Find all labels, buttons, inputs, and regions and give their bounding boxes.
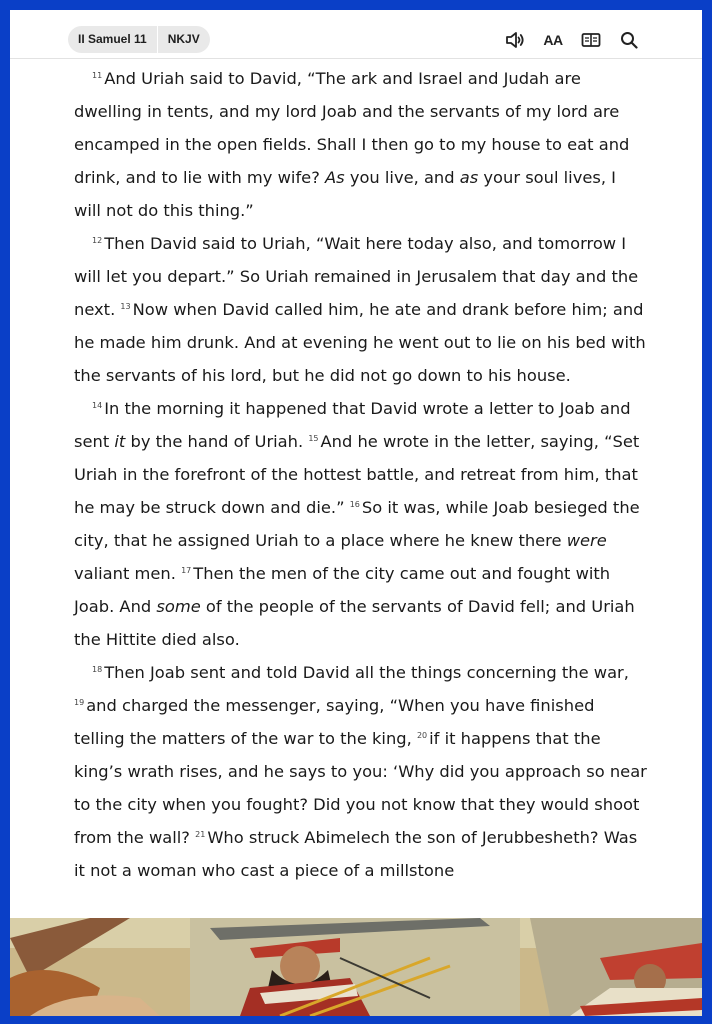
verse-text: So it was, while Joab besieged the city, that he assigned Uriah to a place where he knew there [74, 498, 640, 550]
paragraph-verse-18 [74, 656, 648, 887]
verse-text: Who struck Abimelech the son of Jerubbesheth? Was it not a woman who cast a piece of a millstone [74, 828, 638, 880]
speaker-icon[interactable] [504, 29, 526, 51]
italic-word: as [459, 168, 479, 187]
top-toolbar [10, 10, 702, 59]
passage-selector [68, 26, 210, 53]
verse-number: 17 [181, 566, 192, 575]
verse-text: Then the men of the city came out and fought with Joab. And [74, 564, 611, 616]
verse-text: In the morning it happened that David wrote a letter to Joab and sent [74, 399, 631, 451]
verse-text: And Uriah said to David, “The ark and Israel and Judah are dwelling in tents, and my lord Joab and the servants of my lord are encamped in the open fields. Shall I then go to my house to eat and drink, and to lie with my wife? [74, 69, 630, 187]
italic-word: As [325, 168, 345, 187]
scripture-text [74, 62, 648, 887]
italic-word: some [156, 597, 201, 616]
search-icon[interactable] [618, 29, 640, 51]
verse-text: And he wrote in the letter, saying, “Set Uriah in the forefront of the hottest battle, and retreat from him, that he may be struck down and die.” [74, 432, 640, 517]
text-size-icon[interactable] [542, 29, 564, 51]
verse-text: you live, and [344, 168, 460, 187]
verse-text: your soul lives, I will not do this thing.” [74, 168, 616, 220]
battle-illustration [10, 918, 702, 1016]
verse-text: Then Joab sent and told David all the things concerning the war, [104, 663, 629, 682]
verse-text: of the people of the servants of David fell; and Uriah the Hittite died also. [74, 597, 635, 649]
italic-word: it [114, 432, 126, 451]
verse-number: 13 [120, 302, 131, 311]
verse-number: 15 [308, 434, 319, 443]
reader-window [10, 10, 702, 1016]
paragraph-verse-12 [74, 227, 648, 392]
verse-number: 16 [349, 500, 360, 509]
text-size-label: AA [543, 32, 563, 48]
book-icon[interactable] [580, 29, 602, 51]
verse-number: 21 [195, 830, 206, 839]
paragraph-verse-14 [74, 392, 648, 656]
paragraph-verse-11 [74, 62, 648, 227]
verse-number: 11 [92, 71, 103, 80]
verse-number: 14 [92, 401, 103, 410]
italic-word: were [566, 531, 607, 550]
verse-text: Then David said to Uriah, “Wait here today also, and tomorrow I will let you depart.” So Uriah remained in Jerusalem that day and the next. [74, 234, 639, 319]
verse-text: and charged the messenger, saying, “When you have finished telling the matters of the war to the king, [74, 696, 595, 748]
verse-text: Now when David called him, he ate and drank before him; and he made him drunk. And at evening he went out to lie on his bed with the servants of his lord, but he did not go down to his house. [74, 300, 646, 385]
verse-text: valiant men. [74, 564, 182, 583]
verse-number: 20 [416, 731, 428, 740]
book-chapter-button[interactable]: II Samuel 11 [78, 32, 147, 46]
version-button[interactable]: NKJV [167, 32, 200, 46]
toolbar-actions [504, 28, 640, 52]
verse-text: by the hand of Uriah. [125, 432, 309, 451]
verse-number: 19 [74, 698, 85, 707]
verse-number: 12 [92, 236, 103, 245]
verse-text: if it happens that the king’s wrath rises, and he says to you: ‘Why did you approach so near to the city when you fought? Did you not know that they would shoot from the wall? [74, 729, 647, 847]
verse-number: 18 [92, 665, 103, 674]
